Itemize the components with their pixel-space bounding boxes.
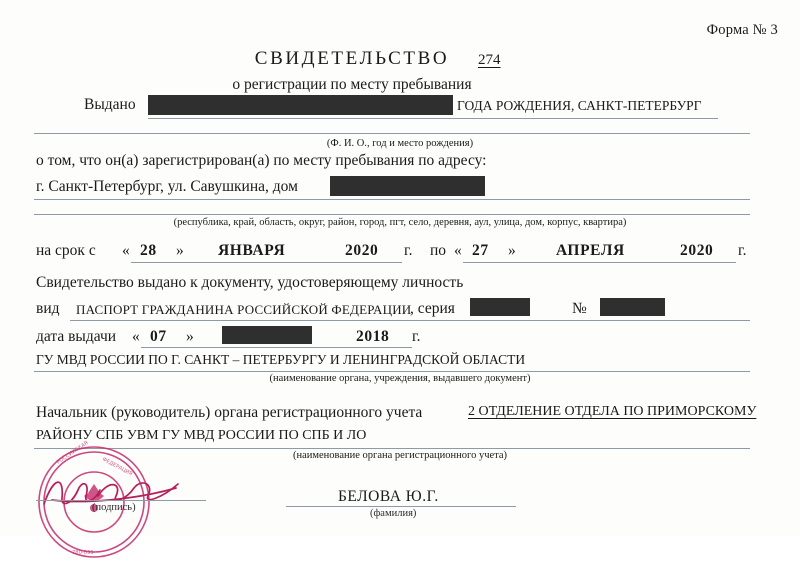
series-label: , серия [410,300,455,317]
surname-value: БЕЛОВА Ю.Г. [338,488,439,505]
fio-hint: (Ф. И. О., год и место рождения) [326,138,474,149]
registered-statement: о том, что он(а) зарегистрирован(а) по месту пребывания по адресу: [36,152,487,169]
redaction-block-series [470,298,530,316]
surname-hint: (фамилия) [370,508,417,519]
document-basis-statement: Свидетельство выдано к документу, удостоверяющему личность [36,274,464,291]
chief-org-hint: (наименование органа регистрационного учета) [292,450,508,461]
rule-issue-month [200,347,350,348]
rule-year-from [340,262,402,263]
quote-close-to: » [508,242,516,259]
form-number-label: Форма № 3 [706,22,778,38]
term-month-from: ЯНВАРЯ [218,242,286,259]
term-year-to: 2020 [680,242,714,259]
term-month-to: АПРЕЛЯ [556,242,625,259]
certificate-number: 274 [478,52,501,68]
doc-kind-label: вид [36,300,60,317]
rule-year-to [674,262,736,263]
rule-address-2 [34,214,750,215]
svg-text:РОССИЙСКАЯ: РОССИЙСКАЯ [55,440,90,466]
issued-to-suffix: ГОДА РОЖДЕНИЯ, САНКТ-ПЕТЕРБУРГ [457,98,702,113]
issue-year: 2018 [356,328,390,345]
page-subtitle [0,76,800,94]
rule-issuing-authority [34,371,750,372]
address-value: г. Санкт-Петербург, ул. Савушкина, дом [36,178,298,195]
rule-address-1 [34,199,750,200]
address-hint: (республика, край, область, округ, район, город, пгт, село, деревня, аул, улица, дом, корпус, квартира) [173,217,627,228]
page-title-text: СВИДЕТЕЛЬСТВО [254,48,450,69]
svg-text:ФЕДЕРАЦИЯ: ФЕДЕРАЦИЯ [101,456,134,478]
issued-to-label: Выдано [84,96,136,113]
term-g-from: г. [404,242,413,259]
issue-g: г. [412,328,421,345]
chief-org-line-2: РАЙОНУ СПБ УВМ ГУ МВД РОССИИ ПО СПБ И ЛО [36,428,367,443]
rule-issued-to [148,118,718,119]
rule-month-from [190,262,340,263]
issue-day: 07 [150,328,167,345]
issue-date-label: дата выдачи [36,328,117,345]
number-label: № [572,300,587,317]
redaction-block-address [330,176,485,196]
page-title [0,48,800,70]
rule-issue-year [350,347,412,348]
term-day-to: 27 [472,242,489,259]
issuing-authority-hint: (наименование органа, учреждения, выдавшего документ) [269,373,531,384]
redaction-block-number [600,298,665,316]
rule-doc-kind [70,320,750,321]
quote-open-issue: « [132,328,140,345]
term-g-to: г. [738,242,747,259]
rule-month-to [522,262,674,263]
rule-fio [34,133,750,134]
signature-hint: (подпись) [92,502,136,513]
redaction-block-issue-month [222,326,312,344]
issuing-authority: ГУ МВД РОССИИ ПО Г. САНКТ – ПЕТЕРБУРГУ И ЛЕНИНГРАДСКОЙ ОБЛАСТИ [36,352,526,367]
term-prefix: на срок с [36,242,96,259]
quote-close-issue: » [186,328,194,345]
doc-kind-value: ПАСПОРТ ГРАЖДАНИНА РОССИЙСКОЙ ФЕДЕРАЦИИ [76,302,412,317]
quote-open-to: « [454,242,462,259]
term-year-from: 2020 [345,242,379,259]
rule-surname [286,506,516,507]
quote-close-from: » [176,242,184,259]
svg-text:780-039: 780-039 [72,550,94,556]
term-day-from: 28 [140,242,157,259]
chief-org-line-1: 2 ОТДЕЛЕНИЕ ОТДЕЛА ПО ПРИМОРСКОМУ [468,404,757,419]
term-middle: по [430,242,447,259]
page-subtitle-text: о регистрации по месту пребывания [232,76,472,93]
quote-open-from: « [122,242,130,259]
redaction-block-name [148,95,453,115]
rule-signature [36,500,206,501]
chief-label: Начальник (руководитель) органа регистрационного учета [36,404,423,421]
